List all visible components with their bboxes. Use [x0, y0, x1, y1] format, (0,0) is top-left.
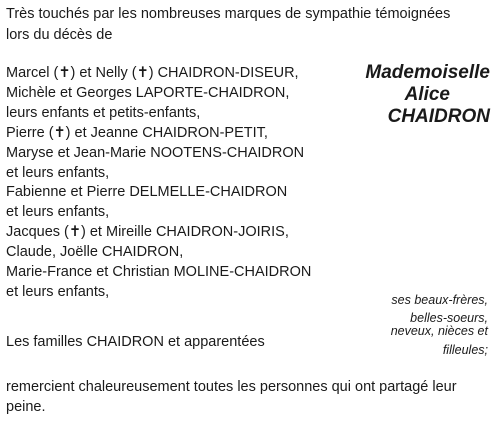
family-line: Fabienne et Pierre DELMELLE-CHAIDRON: [6, 184, 288, 201]
family-line: Pierre (✝) et Jeanne CHAIDRON-PETIT,: [6, 124, 268, 141]
family-line: et leurs enfants,: [6, 283, 110, 300]
family-line: Claude, Joëlle CHAIDRON,: [6, 244, 184, 261]
deceased-first-name: Alice: [404, 84, 450, 105]
family-line: Michèle et Georges LAPORTE-CHAIDRON,: [6, 84, 290, 101]
family-line: Jacques (✝) et Mireille CHAIDRON-JOIRIS,: [6, 224, 289, 241]
relation-line: filleules;: [442, 343, 488, 357]
family-line: Marie-France et Christian MOLINE-CHAIDRON: [6, 264, 312, 281]
deceased-title: Mademoiselle: [365, 62, 490, 83]
family-line: et leurs enfants,: [6, 164, 110, 181]
relation-line: neveux, nièces et: [390, 324, 488, 338]
families-line: Les familles CHAIDRON et apparentées: [6, 334, 265, 350]
closing-line: peine.: [6, 399, 46, 415]
intro-line: lors du décès de: [6, 27, 113, 43]
family-line: et leurs enfants,: [6, 204, 110, 221]
closing-text: [6, 377, 486, 417]
relation-line: ses beaux-frères,: [391, 293, 488, 307]
intro-line: Très touchés par les nombreuses marques de sympathie témoignées: [6, 6, 451, 22]
deceased-name: [365, 62, 490, 128]
family-line: leurs enfants et petits-enfants,: [6, 104, 201, 121]
family-line: Marcel (✝) et Nelly (✝) CHAIDRON-DISEUR,: [6, 65, 299, 81]
family-list: [6, 64, 326, 303]
relation-line: belles-soeurs,: [410, 311, 488, 325]
deceased-last-name: CHAIDRON: [387, 106, 490, 127]
intro-text: [6, 4, 476, 46]
family-line: Maryse et Jean-Marie NOOTENS-CHAIDRON: [6, 144, 305, 161]
closing-line: remercient chaleureusement toutes les personnes qui ont partagé leur: [6, 379, 457, 395]
